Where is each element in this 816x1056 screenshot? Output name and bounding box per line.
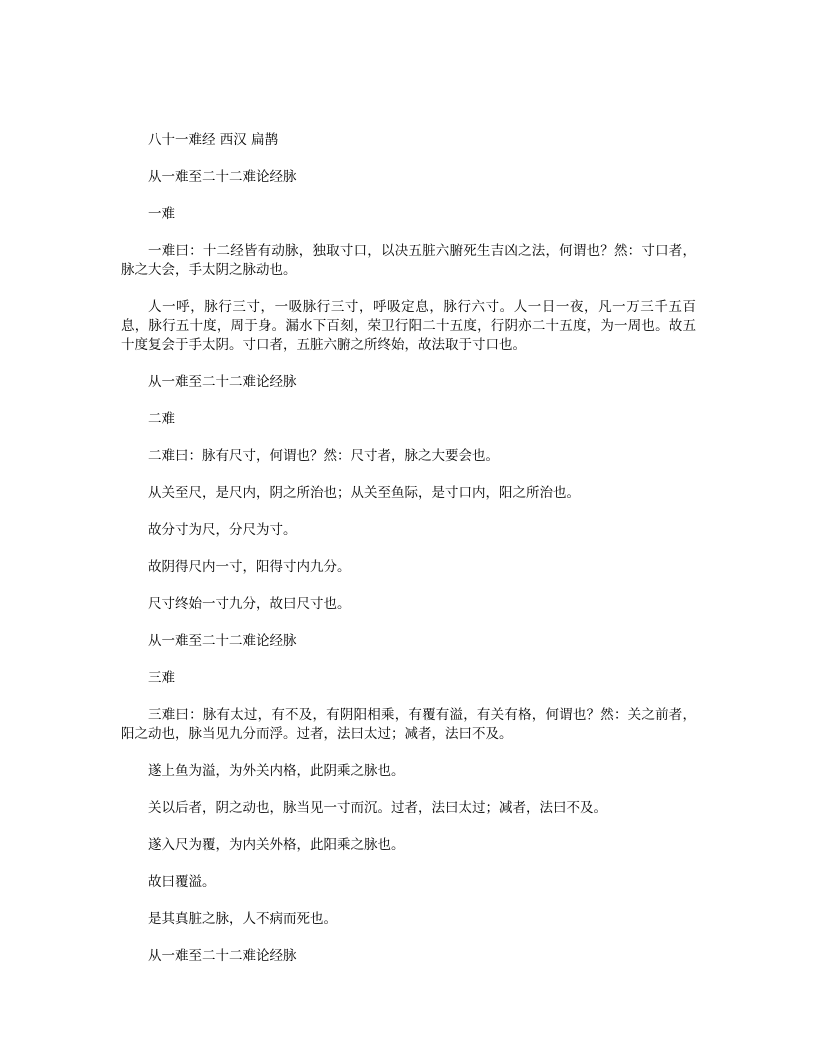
paragraph: 故曰覆溢。 xyxy=(148,874,216,890)
section-heading: 从一难至二十二难论经脉 xyxy=(148,948,297,964)
section-heading: 从一难至二十二难论经脉 xyxy=(148,169,297,185)
paragraph: 尺寸终始一寸九分，故曰尺寸也。 xyxy=(148,596,351,612)
chapter-heading: 三难 xyxy=(148,670,175,686)
paragraph: 从关至尺，是尺内，阴之所治也；从关至鱼际，是寸口内，阳之所治也。 xyxy=(148,485,580,501)
paragraph: 三难曰：脉有太过，有不及，有阴阳相乘，有覆有溢，有关有格，何谓也？然：关之前者，阳之动也，脉当见九分而浮。过者，法曰太过；减者，法曰不及。 xyxy=(121,707,696,742)
document-body xyxy=(121,131,696,984)
section-heading: 从一难至二十二难论经脉 xyxy=(148,633,297,649)
paragraph: 是其真脏之脉，人不病而死也。 xyxy=(148,911,337,927)
paragraph: 故阴得尺内一寸，阳得寸内九分。 xyxy=(148,559,351,575)
paragraph: 遂入尺为覆，为内关外格，此阳乘之脉也。 xyxy=(148,837,405,853)
paragraph: 一难曰：十二经皆有动脉，独取寸口，以决五脏六腑死生吉凶之法，何谓也？然：寸口者，脉之大会，手太阴之脉动也。 xyxy=(121,243,696,278)
paragraph: 故分寸为尺，分尺为寸。 xyxy=(148,522,297,538)
paragraph: 关以后者，阴之动也，脉当见一寸而沉。过者，法曰太过；减者，法曰不及。 xyxy=(148,800,607,816)
chapter-heading: 一难 xyxy=(148,206,175,222)
paragraph: 遂上鱼为溢，为外关内格，此阴乘之脉也。 xyxy=(148,763,405,779)
chapter-heading: 二难 xyxy=(148,411,175,427)
section-heading: 从一难至二十二难论经脉 xyxy=(148,374,297,390)
document-title: 八十一难经 西汉 扁鹊 xyxy=(148,132,279,148)
paragraph: 二难曰：脉有尺寸，何谓也？然：尺寸者，脉之大要会也。 xyxy=(148,448,499,464)
paragraph: 人一呼，脉行三寸，一吸脉行三寸，呼吸定息，脉行六寸。人一日一夜，凡一万三千五百息，脉行五十度，周于身。漏水下百刻，荣卫行阳二十五度，行阴亦二十五度，为一周也。故五十度复会于手太阴。寸口者，五脏六腑之所终始，故法取于寸口也。 xyxy=(121,299,696,353)
